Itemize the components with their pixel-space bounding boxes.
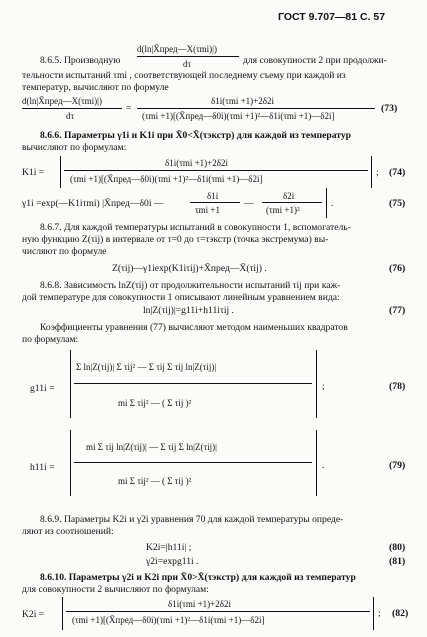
para-869-line2: ляют из соотношений: [22,526,114,537]
eq82-semicolon: ; [378,608,381,619]
eq73-lhs-denominator: dτ [66,111,75,121]
para-866-line2: вычисляют по формулам: [22,142,127,153]
eq79-lhs: h11i = [30,462,55,473]
para-869-line1: 8.6.9. Параметры K2i и γ2i уравнения 70 для каждой температуры опреде- [40,514,344,525]
eq75-abs-right [326,188,327,218]
eq78-lhs: g11i = [30,383,55,394]
eq75-frac2-denominator: (τmi +1)² [266,205,300,215]
eq73-rhs-denominator: (τmi +1)[(X̄пред—δ0i)(τmi +1)²—δ1i(τmi +1)—δ2i] [142,111,335,121]
para-868-line3: Коэффициенты уравнения (77) вычисляют методом наименьших квадратов [40,322,348,333]
eq73-equals: = [126,103,132,114]
eq79-number: (79) [389,460,406,471]
eq75-period: . [331,198,334,209]
eq78-bar [74,383,312,384]
eq78-numerator: Σ ln|Z(τij)| Σ τij² — Σ τij Σ τij ln|Z(τij)| [76,362,217,372]
eq76-formula: Z(τij)—γ1iexp(K1iτij)+X̄пред—X̄(τij) . [112,263,267,274]
para-8610-line2: для совокупности 2 вычисляют по формулам: [22,584,209,595]
para-865-line2: тельности испытаний τmi , соответствующей последнему съему при каждой из [22,70,346,81]
eq79-abs-left [70,430,71,496]
eq80-number: (80) [389,542,406,553]
eq75-lhs: γ1i =exp(—K1iτmi) |X̄пред—δ0i — [22,198,164,209]
eq78-abs-right [316,350,317,418]
eq80-formula: K2i=|h11i| ; [146,542,192,553]
eq78-denominator: mi Σ τij² — ( Σ τij )² [118,398,192,408]
para-868-line1: 8.6.8. Зависимость lnZ(τij) от продолжительности испытаний τij при каж- [40,280,341,291]
eq82-bar [66,611,370,612]
eq74-abs-left [60,156,61,188]
eq74-denominator: (τmi +1)[(X̄пред—δ0i)(τmi +1)²—δ1i(τmi +1)—δ2i] [70,174,263,184]
eq73-rhs-bar [137,108,375,109]
eq78-number: (78) [389,381,406,392]
para-8610-line1: 8.6.10. Параметры γ2i и K2i при X̄0>X̄(τэкстр) для каждой из температур [40,572,356,583]
eq82-number: (82) [392,608,409,619]
para-868-line4: по формулам: [22,334,79,345]
eq79-abs-right [316,430,317,496]
para-868-line2: дой температуре для совокупности 1 описывают линейным уравнением вида: [22,292,340,303]
eq73-lhs-bar [22,108,122,109]
deriv-frac-bar [137,56,239,57]
eq82-numerator: δ1i(τmi +1)+2δ2i [168,599,231,609]
eq75-frac1-numerator: δ1i [207,191,219,201]
eq79-period: . [322,460,325,471]
eq74-numerator: δ1i(τmi +1)+2δ2i [165,158,228,168]
eq82-abs-right [373,597,374,630]
eq78-abs-left [70,350,71,418]
para-866-line1: 8.6.6. Параметры γ1i и K1i при X̄0<X̄(τэкстр) для каждой из температур [40,130,352,141]
eq82-denominator: (τmi +1)[(X̄пред—δ0i)(τmi +1)²—δ1i(τmi +1)—δ2i] [72,615,265,625]
eq79-numerator: mi Σ τij ln|Z(τij)| — Σ τij Σ ln|Z(τij)| [86,442,217,452]
eq81-number: (81) [389,556,406,567]
deriv-frac-numerator: d(ln|X̄пред—X(τmi)|) [137,44,217,54]
eq74-bar [64,170,368,171]
eq74-number: (74) [389,167,406,178]
eq75-frac1-bar [190,202,240,203]
page-header: ГОСТ 9.707—81 С. 57 [278,11,386,23]
eq79-denominator: mi Σ τij² — ( Σ τij )² [118,476,192,486]
eq82-lhs: K2i = [22,609,45,620]
eq75-minus: — [244,198,254,209]
para-865-line3: температур, вычисляют по формуле [22,82,169,93]
eq82-abs-left [62,597,63,630]
eq73-number: (73) [381,103,398,114]
para-867-line2: ную функцию Z(τij) в интервале от τ=0 до τ=τэкстр (точка экстремума) вы- [22,234,329,245]
deriv-frac-denominator: dτ [183,59,192,69]
eq81-formula: γ2i=expg11i . [146,556,199,567]
eq74-abs-right [371,156,372,188]
para-865-line1b: для совокупности 2 при продолжи- [243,55,387,66]
eq76-number: (76) [389,263,406,274]
eq74-semicolon: ; [376,167,379,178]
eq75-frac1-denominator: τmi +1 [195,205,220,215]
eq73-rhs-numerator: δ1i(τmi +1)+2δ2i [211,96,274,106]
eq73-lhs-numerator: d(ln|X̄пред—X(τmi)|) [22,96,102,106]
eq77-formula: ln|Z(τij)|=g11i+h11iτij . [143,305,234,316]
eq75-frac2-bar [262,202,322,203]
eq78-semicolon: ; [322,381,325,392]
eq74-lhs: K1i = [22,167,45,178]
para-865-line1a: 8.6.5. Производную [40,55,121,66]
para-867-line1: 8.6.7. Для каждой температуры испытаний в совокупности 1, вспомогатель- [40,222,351,233]
eq75-frac2-numerator: δ2i [283,191,295,201]
eq77-number: (77) [389,305,406,316]
eq75-number: (75) [389,198,406,209]
para-867-line3: числяют по формуле [22,246,107,257]
eq79-bar [74,462,312,463]
